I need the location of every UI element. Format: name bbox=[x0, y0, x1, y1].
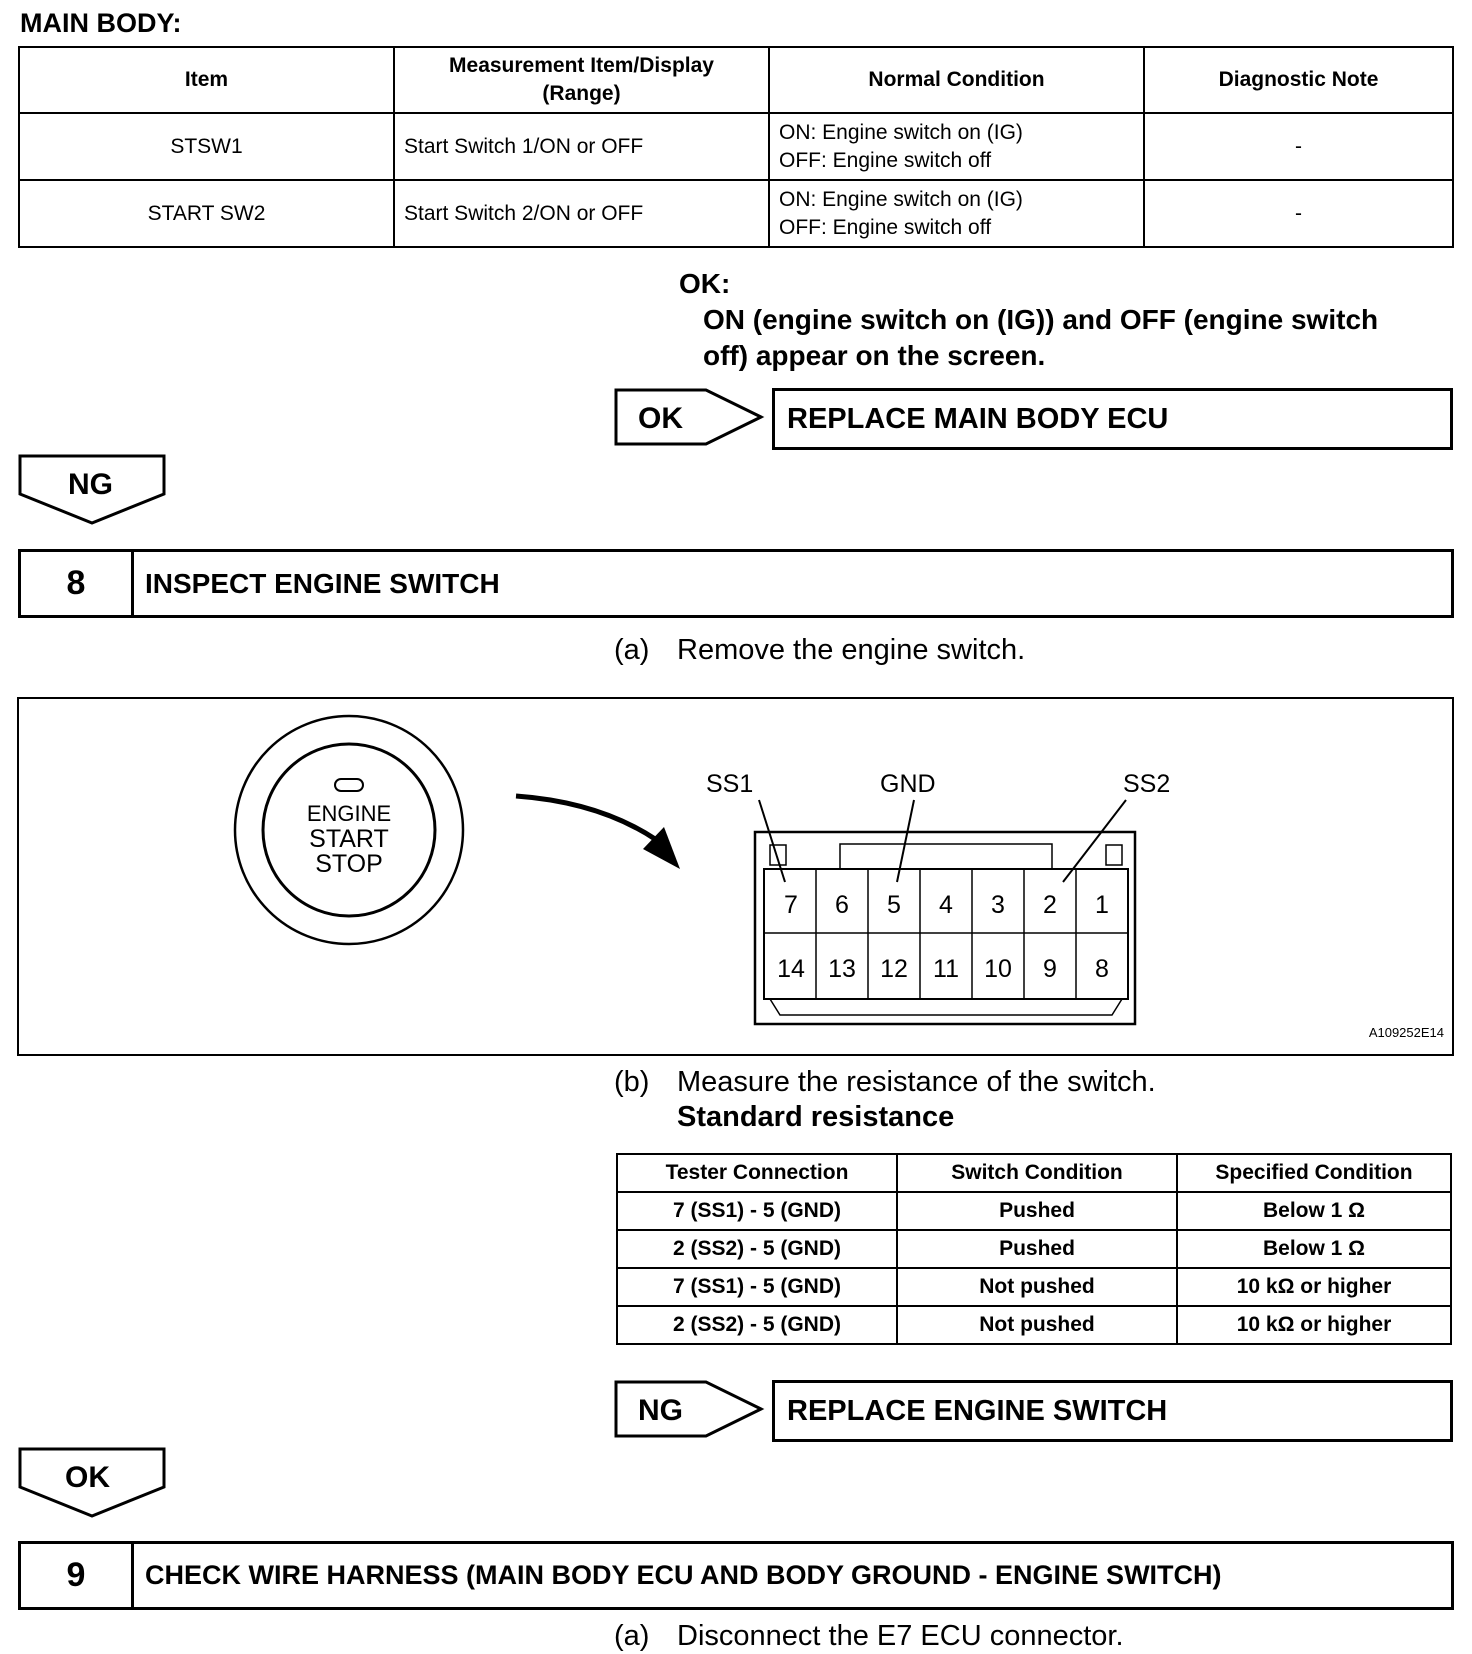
connector-diagram bbox=[755, 832, 1135, 1024]
header-measurement-line2: (Range) bbox=[542, 82, 621, 105]
ok-flow-label: OK bbox=[65, 1461, 110, 1494]
table-header-row bbox=[19, 47, 1453, 113]
table-row bbox=[19, 113, 1453, 180]
ok-criteria-label: OK: bbox=[679, 268, 731, 299]
pin-13: 13 bbox=[828, 955, 856, 983]
pin-11: 11 bbox=[933, 955, 959, 983]
ok-badge-label: OK bbox=[638, 402, 683, 435]
table-row bbox=[617, 1306, 1451, 1344]
header-normal-condition: Normal Condition bbox=[769, 47, 1144, 113]
header-specified-condition: Specified Condition bbox=[1177, 1154, 1451, 1192]
ok-criteria-line2: off) appear on the screen. bbox=[703, 340, 1046, 371]
pin-14: 14 bbox=[777, 955, 805, 983]
cell-tester-connection: 7 (SS1) - 5 (GND) bbox=[617, 1268, 897, 1306]
step-8-instr-a-tag: (a) bbox=[614, 634, 650, 666]
cell-switch-condition: Pushed bbox=[897, 1192, 1177, 1230]
step-8-instr-a: Remove the engine switch. bbox=[677, 634, 1026, 666]
cell-tester-connection: 7 (SS1) - 5 (GND) bbox=[617, 1192, 897, 1230]
cell-item: STSW1 bbox=[19, 113, 394, 180]
cell-normal-condition bbox=[769, 180, 1144, 247]
ok-criteria-line1: ON (engine switch on (IG)) and OFF (engine switch bbox=[703, 304, 1379, 335]
pin-9: 9 bbox=[1043, 955, 1057, 983]
cell-specified-condition: 10 kΩ or higher bbox=[1177, 1306, 1451, 1344]
pin-6: 6 bbox=[835, 891, 849, 919]
engine-start-stop-button bbox=[235, 716, 463, 944]
header-item: Item bbox=[19, 47, 394, 113]
cell-specified-condition: 10 kΩ or higher bbox=[1177, 1268, 1451, 1306]
pin-2: 2 bbox=[1043, 891, 1057, 919]
callout-gnd: GND bbox=[880, 770, 936, 798]
replace-engine-switch-box bbox=[772, 1380, 1453, 1442]
cell-tester-connection: 2 (SS2) - 5 (GND) bbox=[617, 1306, 897, 1344]
table-row bbox=[617, 1192, 1451, 1230]
step-9-instr-a-tag: (a) bbox=[614, 1620, 650, 1652]
header-tester-connection: Tester Connection bbox=[617, 1154, 897, 1192]
replace-engine-switch-text: REPLACE ENGINE SWITCH bbox=[787, 1394, 1168, 1427]
section-heading: MAIN BODY: bbox=[20, 8, 182, 38]
ng-badge-label: NG bbox=[638, 1394, 683, 1427]
pin-5: 5 bbox=[887, 891, 901, 919]
normal-off-text: OFF: Engine switch off bbox=[779, 215, 992, 239]
cell-measurement: Start Switch 2/ON or OFF bbox=[394, 180, 769, 247]
normal-off-text: OFF: Engine switch off bbox=[779, 148, 992, 172]
pin-1: 1 bbox=[1095, 891, 1109, 919]
ng-down-arrow bbox=[18, 454, 166, 526]
replace-main-body-ecu-text: REPLACE MAIN BODY ECU bbox=[787, 402, 1169, 435]
cell-switch-condition: Not pushed bbox=[897, 1268, 1177, 1306]
step-9-instr-a: Disconnect the E7 ECU connector. bbox=[677, 1620, 1124, 1652]
step-9-header bbox=[18, 1541, 1454, 1610]
header-measurement-line1: Measurement Item/Display bbox=[449, 54, 714, 77]
ok-arrow-badge bbox=[614, 388, 766, 446]
pin-8: 8 bbox=[1095, 955, 1109, 983]
ok-down-arrow bbox=[18, 1447, 166, 1519]
cell-normal-condition bbox=[769, 113, 1144, 180]
step-8-instr-b: Measure the resistance of the switch. bbox=[677, 1066, 1156, 1098]
cell-tester-connection: 2 (SS2) - 5 (GND) bbox=[617, 1230, 897, 1268]
callout-ss1: SS1 bbox=[706, 770, 754, 798]
step-8-header bbox=[18, 549, 1454, 618]
cell-specified-condition: Below 1 Ω bbox=[1177, 1192, 1451, 1230]
standard-resistance-table bbox=[616, 1153, 1452, 1345]
cell-switch-condition: Pushed bbox=[897, 1230, 1177, 1268]
cell-switch-condition: Not pushed bbox=[897, 1306, 1177, 1344]
table-row bbox=[617, 1268, 1451, 1306]
table-header-row bbox=[617, 1154, 1451, 1192]
replace-main-body-ecu-box bbox=[772, 388, 1453, 450]
cell-diagnostic-note: - bbox=[1144, 113, 1453, 180]
step-9-title: CHECK WIRE HARNESS (MAIN BODY ECU AND BODY GROUND - ENGINE SWITCH) bbox=[145, 1560, 1222, 1590]
table-row bbox=[617, 1230, 1451, 1268]
indicator-lamp-icon bbox=[335, 779, 363, 791]
step-8-title: INSPECT ENGINE SWITCH bbox=[145, 567, 500, 599]
normal-on-text: ON: Engine switch on (IG) bbox=[779, 120, 1023, 144]
figure-code: A109252E14 bbox=[1368, 1025, 1444, 1040]
cell-diagnostic-note: - bbox=[1144, 180, 1453, 247]
engine-switch-diagram bbox=[19, 699, 1452, 1054]
pin-4: 4 bbox=[939, 891, 953, 919]
pin-10: 10 bbox=[984, 955, 1012, 983]
pin-12: 12 bbox=[880, 955, 908, 983]
step-8-instr-b-tag: (b) bbox=[614, 1066, 650, 1098]
engine-switch-figure bbox=[17, 697, 1454, 1056]
cell-item: START SW2 bbox=[19, 180, 394, 247]
standard-resistance-label: Standard resistance bbox=[677, 1101, 955, 1133]
header-diagnostic-note: Diagnostic Note bbox=[1144, 47, 1453, 113]
cell-measurement: Start Switch 1/ON or OFF bbox=[394, 113, 769, 180]
step-9-number: 9 bbox=[21, 1544, 134, 1607]
cell-specified-condition: Below 1 Ω bbox=[1177, 1230, 1451, 1268]
normal-on-text: ON: Engine switch on (IG) bbox=[779, 187, 1023, 211]
main-body-table bbox=[18, 46, 1454, 248]
callout-ss2: SS2 bbox=[1123, 770, 1171, 798]
ng-flow-label: NG bbox=[68, 468, 113, 501]
button-label-engine: ENGINE bbox=[306, 801, 392, 826]
button-label-stop: STOP bbox=[315, 850, 383, 878]
curved-arrow-icon bbox=[516, 796, 680, 869]
header-switch-condition: Switch Condition bbox=[897, 1154, 1177, 1192]
pin-7: 7 bbox=[784, 891, 798, 919]
pin-3: 3 bbox=[991, 891, 1005, 919]
step-8-number: 8 bbox=[21, 552, 134, 615]
ng-arrow-badge bbox=[614, 1380, 766, 1438]
table-row bbox=[19, 180, 1453, 247]
header-measurement bbox=[394, 47, 769, 113]
button-label-start: START bbox=[309, 825, 389, 853]
